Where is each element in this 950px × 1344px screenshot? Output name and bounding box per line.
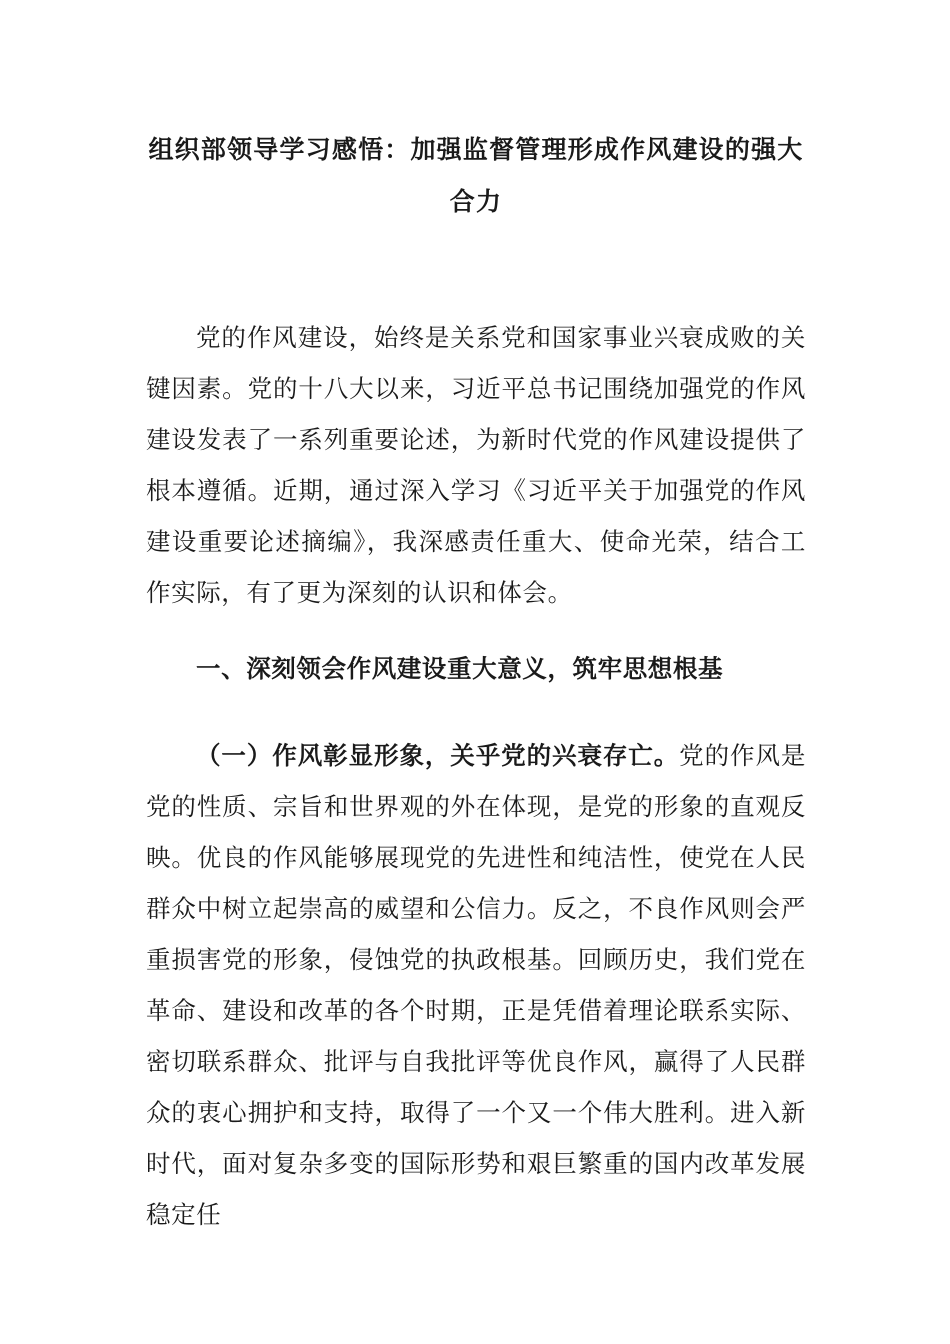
section-heading: 一、深刻领会作风建设重大意义，筑牢思想根基: [196, 654, 724, 683]
document-title: 组织部领导学习感悟：加强监督管理形成作风建设的强大合力: [148, 135, 804, 216]
intro-paragraph: 党的作风建设，始终是关系党和国家事业兴衰成败的关键因素。党的十八大以来，习近平总书记围绕加强党的作风建设发表了一系列重要论述，为新时代党的作风建设提供了根本遵循。近期，通过深入学习《习近平关于加强党的作风建设重要论述摘编》，我深感责任重大、使命光荣，结合工作实际，有了更为深刻的认识和体会。: [146, 323, 806, 607]
paragraph-lead: （一）作风彰显形象，关乎党的兴衰存亡。: [196, 741, 680, 770]
body-paragraph: [146, 730, 806, 1240]
paragraph-text: 党的作风是党的性质、宗旨和世界观的外在体现，是党的形象的直观反映。优良的作风能够展现党的先进性和纯洁性，使党在人民群众中树立起崇高的威望和公信力。反之，不良作风则会严重损害党的形象，侵蚀党的执政根基。回顾历史，我们党在革命、建设和改革的各个时期，正是凭借着理论联系实际、密切联系群众、批评与自我批评等优良作风，赢得了人民群众的衷心拥护和支持，取得了一个又一个伟大胜利。进入新时代，面对复杂多变的国际形势和艰巨繁重的国内改革发展稳定任: [146, 741, 806, 1229]
